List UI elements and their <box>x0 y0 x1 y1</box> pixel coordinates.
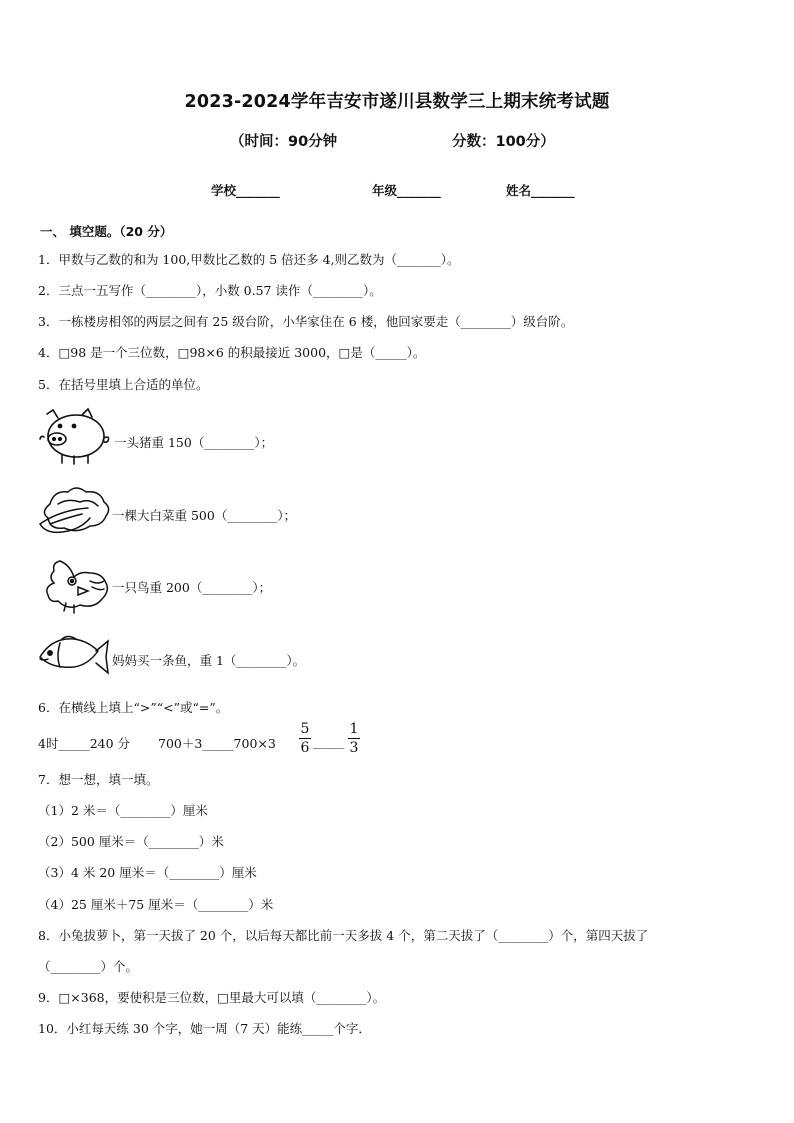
question-10: 10．小红每天练 30 个字，她一周（7 天）能练_____个字． <box>38 1021 371 1036</box>
exam-time: （时间：90分钟 <box>230 134 338 150</box>
question-8: 8．小兔拔萝卜，第一天拔了 20 个，以后每天都比前一天多拔 4 个，第二天拔了（________）个，第四天拔了 <box>38 928 649 943</box>
question-5c: 一只鸟重 200（________）； <box>112 580 272 595</box>
pig-icon <box>38 406 114 468</box>
question-7b: （2）500 厘米＝（________）米 <box>38 834 224 849</box>
question-5d: 妈妈买一条鱼，重 1（________）。 <box>112 653 306 668</box>
question-9: 9．□×368，要使积是三位数，□里最大可以填（________）。 <box>38 990 386 1005</box>
grade-field: 年级_______ <box>372 183 441 198</box>
section-heading: 一、 填空题。（20 分） <box>40 224 173 239</box>
denominator: 6 <box>300 740 310 756</box>
school-field: 学校_______ <box>211 183 280 198</box>
question-5b: 一棵大白菜重 500（________）； <box>112 508 297 523</box>
question-4: 4．□98 是一个三位数，□98×6 的积最接近 3000，□是（_____）。 <box>38 345 426 360</box>
question-7c: （3）4 米 20 厘米＝（________）厘米 <box>38 865 257 880</box>
question-5a: 一头猪重 150（________）； <box>114 435 274 450</box>
question-6a: 4时_____240 分 <box>38 736 131 751</box>
question-5: 5．在括号里填上合适的单位。 <box>38 377 209 392</box>
question-7: 7．想一想，填一填。 <box>38 772 159 787</box>
question-2: 2．三点一五写作（________），小数 0.57 读作（________）。 <box>38 283 382 298</box>
denominator: 3 <box>349 740 359 756</box>
page-title: 2023-2024学年吉安市遂川县数学三上期末统考试题 <box>184 92 610 112</box>
question-1: 1．甲数与乙数的和为 100,甲数比乙数的 5 倍还多 4,则乙数为（_______）。 <box>38 252 460 267</box>
cabbage-icon <box>36 484 114 542</box>
question-6b: 700＋3_____700×3 <box>158 736 276 751</box>
question-7d: （4）25 厘米＋75 厘米＝（________）米 <box>38 897 274 912</box>
fraction-bar <box>348 738 360 739</box>
numerator: 1 <box>349 721 359 737</box>
fraction-one-third <box>348 720 360 757</box>
numerator: 5 <box>300 721 310 737</box>
question-8-continued: （________）个。 <box>38 959 139 974</box>
bird-icon <box>42 555 114 615</box>
fish-icon <box>36 633 112 679</box>
exam-score: 分数：100分） <box>452 134 555 150</box>
question-6c-blank: _____ <box>313 734 345 749</box>
question-6: 6．在横线上填上“>”“<”或“=”。 <box>38 700 229 715</box>
name-field: 姓名_______ <box>506 183 575 198</box>
fraction-bar <box>299 738 311 739</box>
fraction-five-sixths <box>299 720 311 757</box>
question-7a: （1）2 米＝（________）厘米 <box>38 803 208 818</box>
question-3: 3．一栋楼房相邻的两层之间有 25 级台阶，小华家住在 6 楼，他回家要走（________）级台阶。 <box>38 314 574 329</box>
